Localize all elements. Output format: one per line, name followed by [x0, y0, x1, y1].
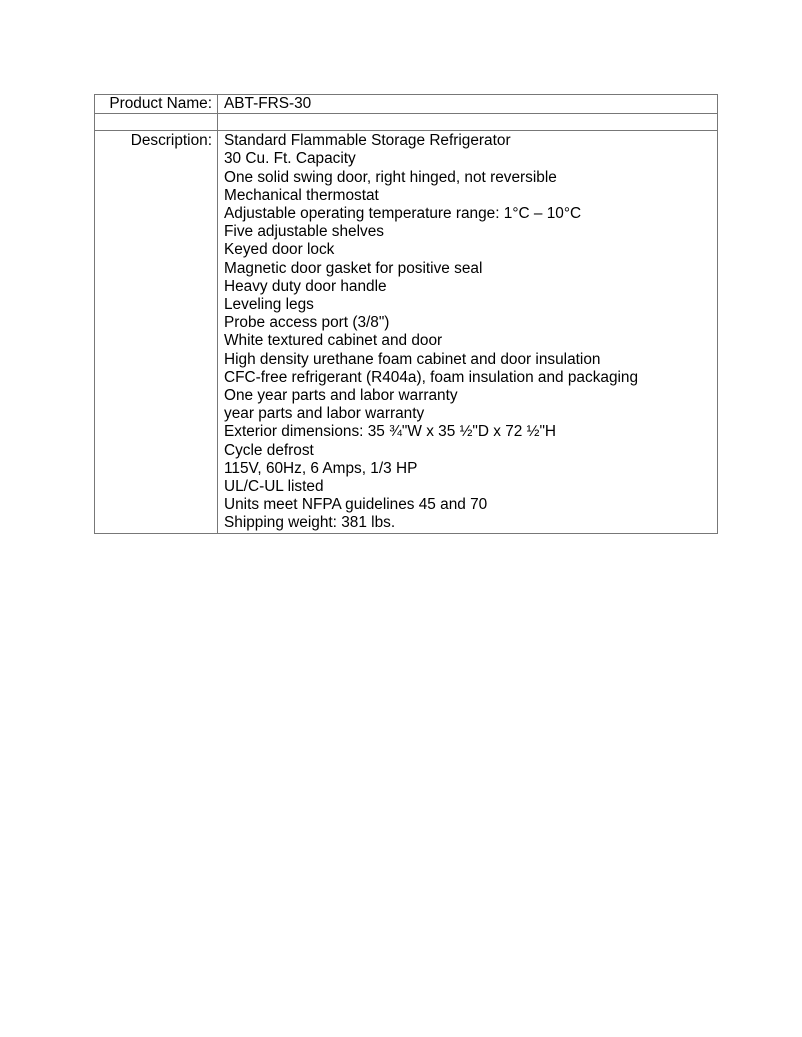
- spacer-cell-label: [95, 114, 218, 131]
- description-line: Leveling legs: [224, 296, 314, 314]
- product-name-label: Product Name:: [95, 95, 218, 114]
- description-line: Exterior dimensions: 35 ¾"W x 35 ½"D x 72 ½"H: [224, 423, 557, 441]
- spacer-row: [95, 114, 718, 131]
- description-line: Cycle defrost: [224, 441, 314, 459]
- description-line: Five adjustable shelves: [224, 223, 384, 241]
- description-line: UL/C-UL listed: [224, 478, 324, 496]
- product-name-row: [95, 95, 718, 114]
- description-line: Shipping weight: 381 lbs.: [224, 514, 396, 532]
- description-line: Magnetic door gasket for positive seal: [224, 259, 483, 277]
- description-line: year parts and labor warranty: [224, 405, 425, 423]
- description-line: Probe access port (3/8"): [224, 314, 390, 332]
- description-list: [218, 131, 718, 533]
- description-row: [95, 131, 718, 533]
- product-name-value: ABT-FRS-30: [218, 95, 718, 114]
- description-line: 30 Cu. Ft. Capacity: [224, 150, 356, 168]
- description-line: CFC-free refrigerant (R404a), foam insulation and packaging: [224, 368, 639, 386]
- description-line: Heavy duty door handle: [224, 277, 387, 295]
- description-line: Standard Flammable Storage Refrigerator: [224, 132, 511, 150]
- description-line: Mechanical thermostat: [224, 186, 379, 204]
- description-line: Adjustable operating temperature range: 1°C – 10°C: [224, 205, 582, 223]
- description-line: 115V, 60Hz, 6 Amps, 1/3 HP: [224, 459, 418, 477]
- description-line: High density urethane foam cabinet and door insulation: [224, 350, 601, 368]
- spacer-cell-value: [218, 114, 718, 131]
- description-line: Keyed door lock: [224, 241, 335, 259]
- description-line: One solid swing door, right hinged, not reversible: [224, 168, 557, 186]
- description-line: White textured cabinet and door: [224, 332, 443, 350]
- description-line: One year parts and labor warranty: [224, 387, 458, 405]
- description-line: Units meet NFPA guidelines 45 and 70: [224, 496, 488, 514]
- description-label: Description:: [95, 131, 218, 533]
- product-spec-table: [94, 94, 718, 534]
